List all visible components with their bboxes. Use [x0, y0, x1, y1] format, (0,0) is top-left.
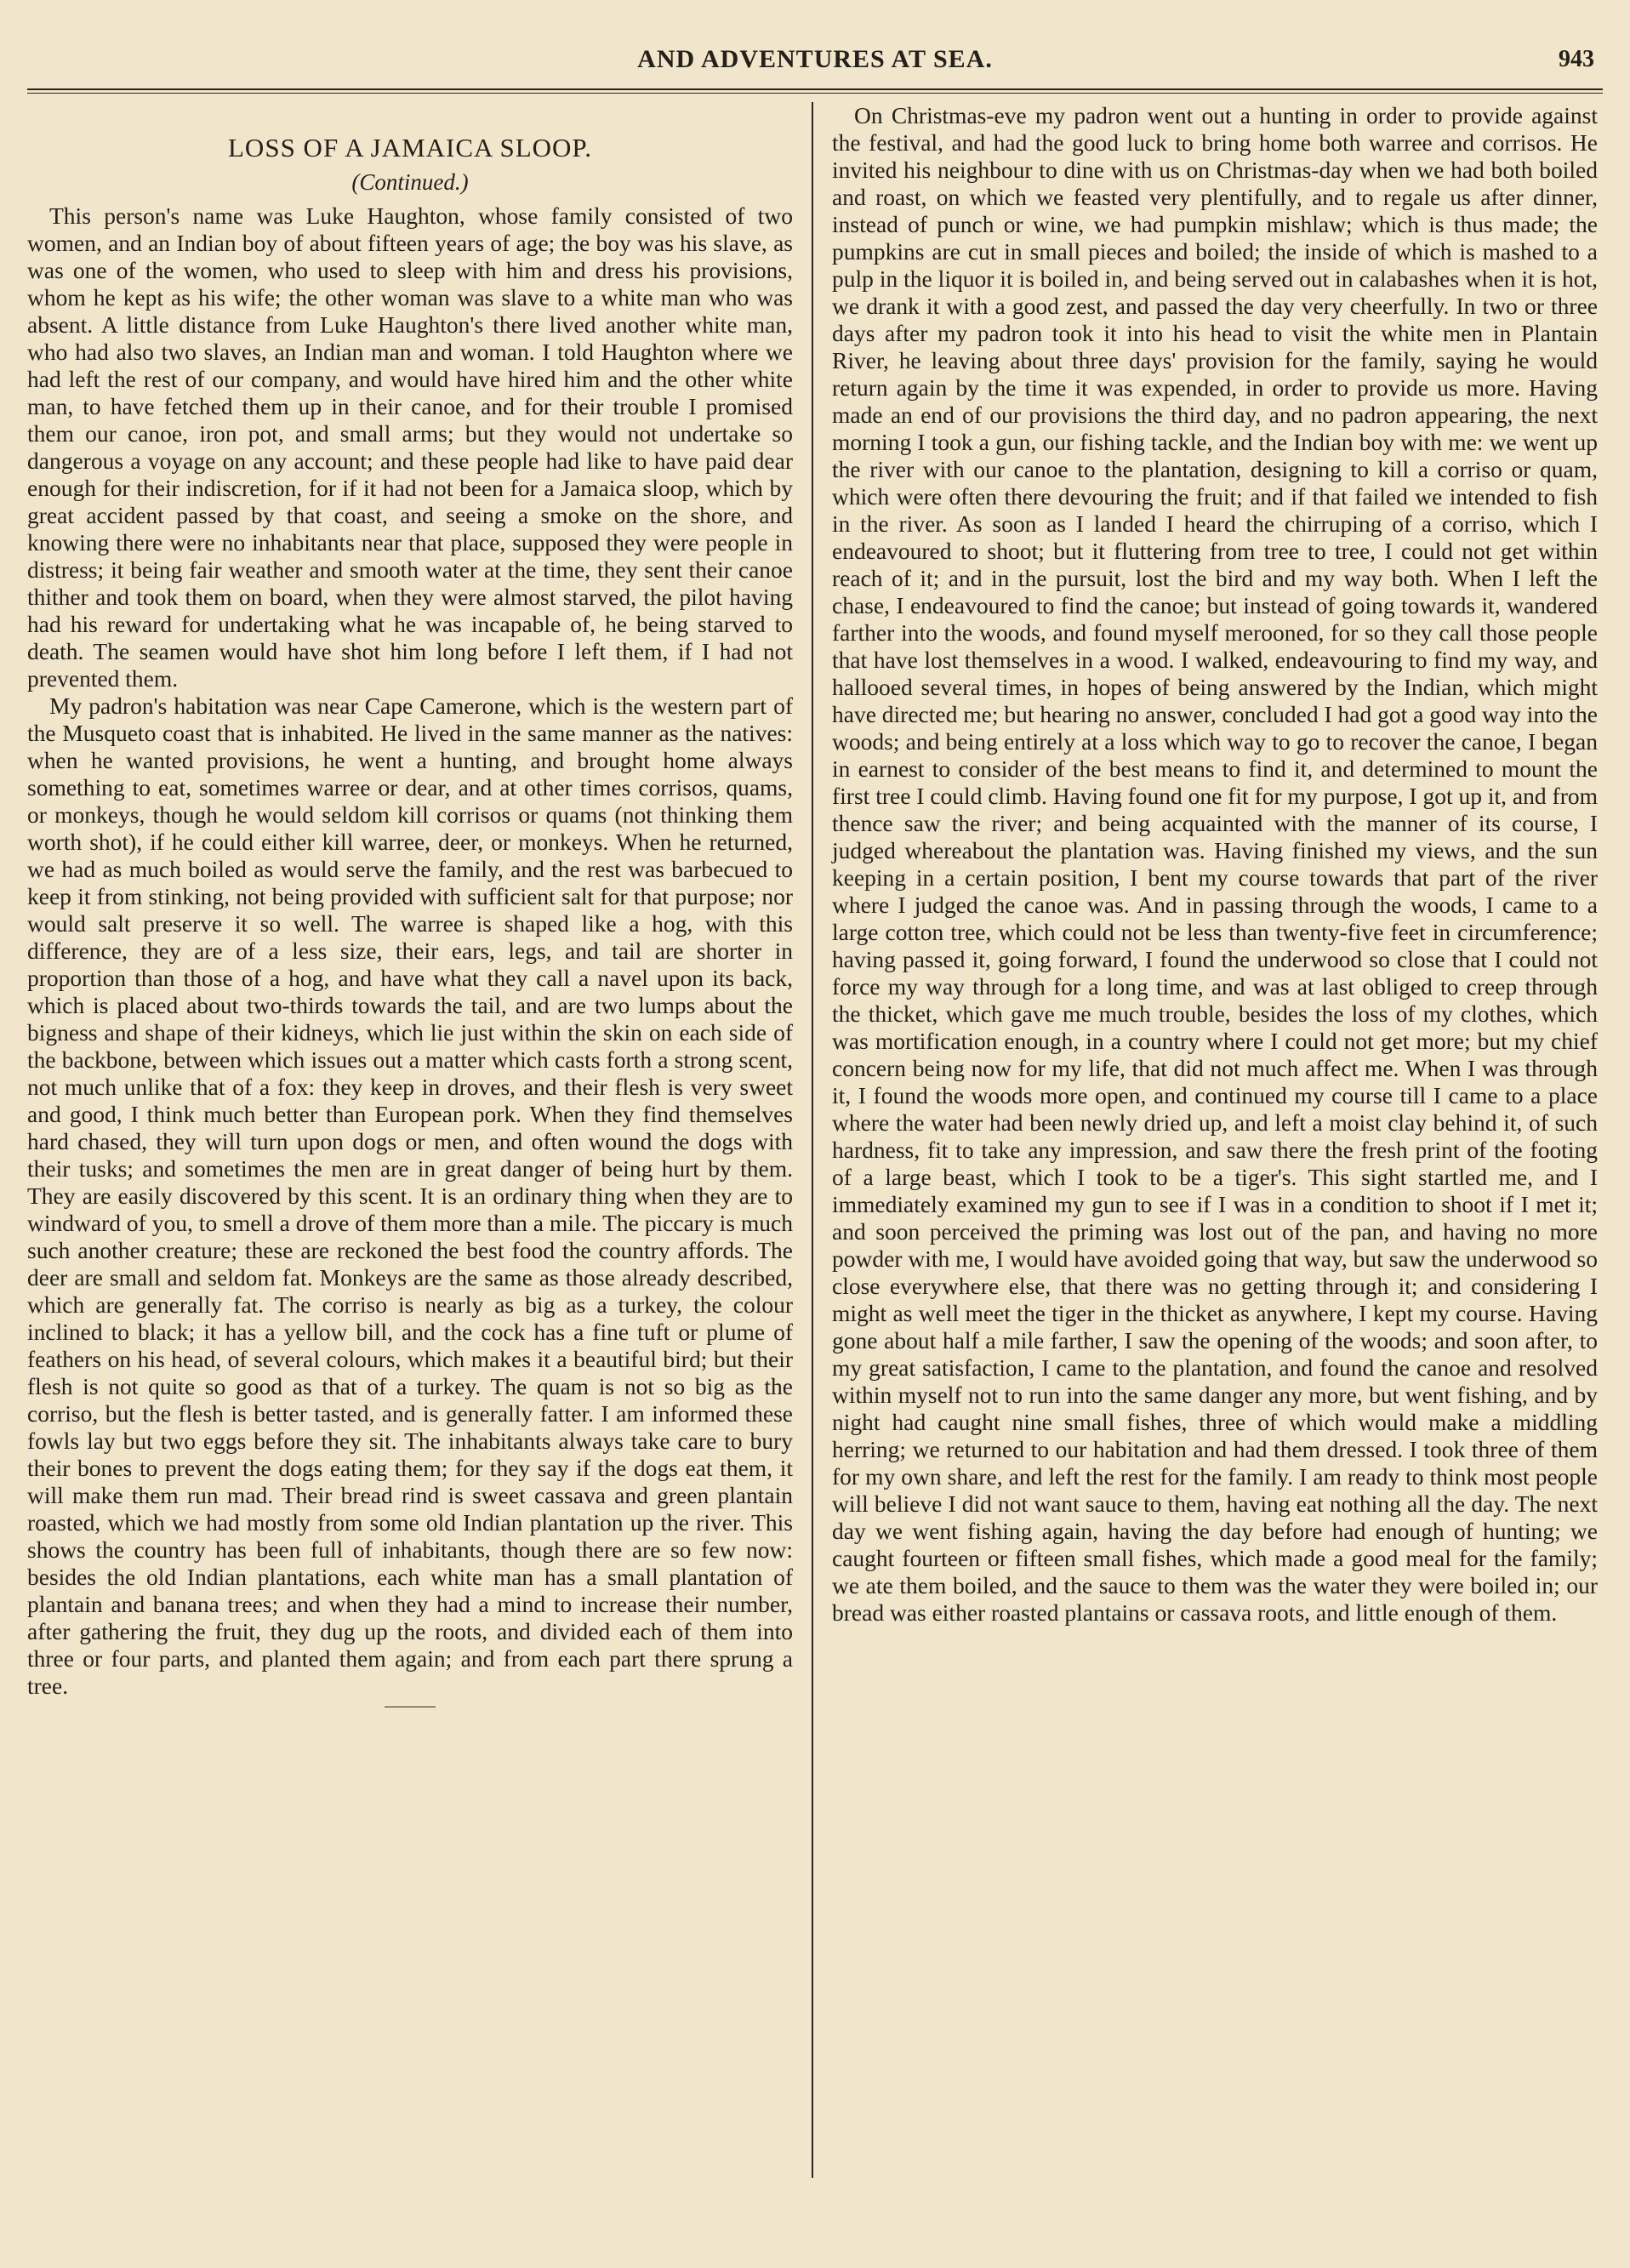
running-head	[27, 34, 1603, 85]
column-divider	[812, 102, 813, 2178]
article-title: LOSS OF A JAMAICA SLOOP.	[228, 133, 592, 162]
header-rule-thin	[27, 93, 1603, 94]
left-column	[27, 102, 793, 1707]
text-columns	[27, 102, 1603, 2220]
right-column	[832, 102, 1598, 1627]
continued-label: (Continued.)	[351, 169, 469, 195]
page-number: 943	[1559, 46, 1594, 72]
paragraph: My padron's habitation was near Cape Camerone, which is the western part of the Musqueto coast that is inhabited. He lived in the same manner as the natives: when he wanted provisions, he went a hunting, and brought home always something to eat, sometimes warree or dear, and at other times corrisos, quams, or monkeys, though he would seldom kill corrisos or quams (not thinking them worth shot), if he could either kill warree, deer, or monkeys. When he returned, we had as much boiled as would serve the family, and the rest was barbecued to keep it from stinking, not being provided with sufficient salt for that purpose; nor would salt preserve it so well. The warree is shaped like a hog, with this difference, they are of a less size, their ears, legs, and tail are shorter in proportion than those of a hog, and have what they call a navel upon its back, which is placed about two-thirds towards the tail, and are two lumps about the bigness and shape of their kidneys, which lie just within the skin on each side of the backbone, between which issues out a matter which casts forth a strong scent, not much unlike that of a fox: they keep in droves, and their flesh is very sweet and good, I think much better than European pork. When they find themselves hard chased, they will turn upon dogs or men, and often wound the dogs with their tusks; and sometimes the men are in great danger of being hurt by them. They are easily discovered by this scent. It is an ordinary thing when they are to windward of you, to smell a drove of them more than a mile. The piccary is much such another creature; these are reckoned the best food the country affords. The deer are small and seldom fat. Monkeys are the same as those already described, which are generally fat. The corriso is nearly as big as a turkey, the colour inclined to black; it has a yellow bill, and the cock has a fine tuft or plume of feathers on his head, of several colours, which makes it a beautiful bird; but their flesh is not quite so good as that of a turkey. The quam is not so big as the corriso, but the flesh is better tasted, and is generally fatter. I am informed these fowls lay but two eggs before they sit. The inhabitants always take care to bury their bones to prevent the dogs eating them; for they say if the dogs eat them, it will make them run mad. Their bread rind is sweet cassava and green plantain roasted, which we had mostly from some old Indian plantation up the river. This shows the country has been full of inhabitants, though there are so few now: besides the old Indian plantations, each white man has a small plantation of plantain and banana trees; and when they had a mind to increase their number, after gathering the fruit, they dug up the roots, and divided each of them into three or four parts, and planted them again; and from each part there sprung a tree.	[27, 692, 793, 1699]
paragraph: This person's name was Luke Haughton, whose family consisted of two women, and an Indian boy of about fifteen years of age; the boy was his slave, as was one of the women, who used to sleep with him and dress his provisions, whom he kept as his wife; the other woman was slave to a white man who was absent. A little distance from Luke Haughton's there lived another white man, who had also two slaves, an Indian man and woman. I told Haughton where we had left the rest of our company, and would have hired him and the other white man, to have fetched them up in their canoe, and for their trouble I promised them our canoe, iron pot, and small arms; but they would not undertake so dangerous a voyage on any account; and these people had like to have paid dear enough for their indiscretion, for if it had not been for a Jamaica sloop, which by great accident passed by that coast, and seeing a smoke on the shore, and knowing there were no inhabitants near that place, supposed they were people in distress; it being fair weather and smooth water at the time, they sent their canoe thither and took them on board, when they were almost starved, the pilot having had his reward for undertaking what he was incapable of, he being starved to death. The seamen would have shot him long before I left them, if I had not prevented them.	[27, 202, 793, 692]
header-rule	[27, 88, 1603, 90]
newspaper-page	[27, 34, 1603, 2237]
running-title: AND ADVENTURES AT SEA.	[637, 45, 993, 73]
paragraph: On Christmas-eve my padron went out a hunting in order to provide against the festival, and had the good luck to bring home both warree and corrisos. He invited his neighbour to dine with us on Christmas-day when we had both boiled and roast, on which we feasted very plentifully, and to regale us after dinner, instead of punch or wine, we had pumpkin mishlaw; which is thus made; the pumpkins are cut in small pieces and boiled; the inside of which is mashed to a pulp in the liquor it is boiled in, and being served out in calabashes when it is hot, we drank it with a good zest, and passed the day very cheerfully. In two or three days after my padron took it into his head to visit the white men in Plantain River, he leaving about three days' provision for the family, saying he would return again by the time it was expended, in order to provide us more. Having made an end of our provisions the third day, and no padron appearing, the next morning I took a gun, our fishing tackle, and the Indian boy with me: we went up the river with our canoe to the plantation, designing to kill a corriso or quam, which were often there devouring the fruit; and if that failed we intended to fish in the river. As soon as I landed I heard the chirruping of a corriso, which I endeavoured to shoot; but it fluttering from tree to tree, I could not get within reach of it; and in the pursuit, lost the bird and my way both. When I left the chase, I endeavoured to find the canoe; but instead of going towards it, wandered farther into the woods, and found myself merooned, for so they call those people that have lost themselves in a wood. I walked, endeavouring to find my way, and hallooed several times, in hopes of being answered by the Indian, which might have directed me; but hearing no answer, concluded I had got a good way into the woods; and being entirely at a loss which way to go to recover the canoe, I began in earnest to consider of the best means to find it, and determined to mount the first tree I could climb. Having found one fit for my purpose, I got up it, and from thence saw the river; and being acquainted with the manner of its course, I judged whereabout the plantation was. Having finished my views, and the sun keeping in a certain position, I bent my course towards that part of the river where I judged the canoe was. And in passing through the woods, I came to a large cotton tree, which could not be less than twenty-five feet in circumference; having passed it, going forward, I found the underwood so close that I could not force my way through for a long time, and was at last obliged to creep through the thicket, which gave me much trouble, besides the loss of my clothes, which was mortification enough, in a country where I could not get more; but my chief concern being now for my life, that did not much affect me. When I was through it, I found the woods more open, and continued my course till I came to a place where the water had been newly dried up, and left a moist clay behind it, of such hardness, fit to take any impression, and saw there the fresh print of the footing of a large beast, which I took to be a tiger's. This sight startled me, and I immediately examined my gun to see if I was in a condition to shoot if I met it; and soon perceived the priming was lost out of the pan, and having no more powder with me, I would have avoided going that way, but saw the underwood so close everywhere else, that there was no getting through it; and considering I might as well meet the tiger in the thicket as anywhere, I kept my course. Having gone about half a mile farther, I saw the opening of the woods; and soon after, to my great satisfaction, I came to the plantation, and found the canoe and resolved within myself not to run into the same danger any more, but went fishing, and by night had caught nine small fishes, three of which would make a middling herring; we returned to our habitation and had them dressed. I took three of them for my own share, and left the rest for the family. I am ready to think most people will believe I did not want sauce to them, having eat nothing all the day. The next day we went fishing again, having the day before had enough of hunting; we caught fourteen or fifteen small fishes, which made a good meal for the family; we ate them boiled, and the sauce to them was the water they were boiled in; our bread was either roasted plantains or cassava roots, and little enough of them.	[832, 102, 1598, 1626]
